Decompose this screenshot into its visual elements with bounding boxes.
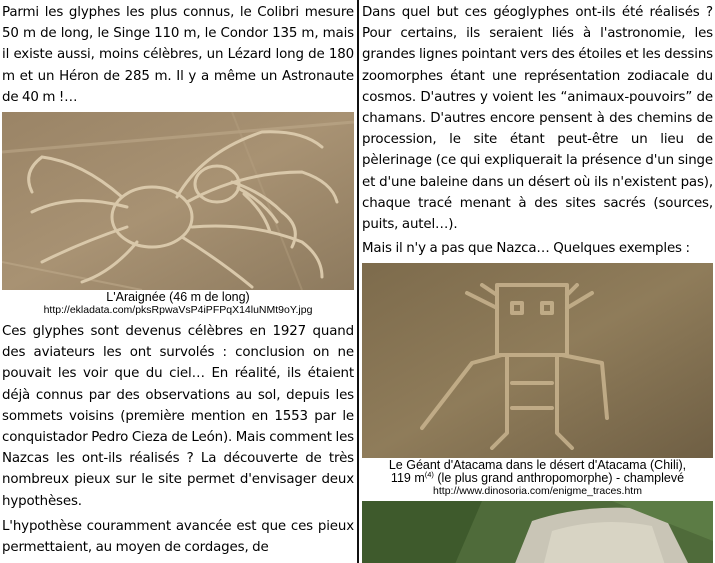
atacama-caption-line2 [362, 472, 713, 485]
left-paragraph-1: Parmi les glyphes les plus connus, le Colibri mesure 50 m de long, le Singe 110 m, le Condor 135 m, mais il existe aussi, moins célèbres, un Lézard long de 180 m et un Héron de 285 m. Il y a même un Astronaute de 40 m !… [2, 5, 354, 105]
spider-geoglyph-image [2, 112, 354, 290]
spider-geoglyph-photo [2, 112, 354, 290]
atacama-giant-photo [362, 263, 713, 458]
aerial-site-image [362, 501, 713, 563]
right-paragraph-2: Mais il n'y a pas que Nazca… Quelques exemples : [362, 241, 690, 257]
column-divider [357, 0, 359, 563]
footnote-ref: (4) [424, 470, 434, 480]
right-column [362, 0, 713, 563]
aerial-site-photo [362, 501, 713, 563]
left-paragraph-2: Ces glyphes sont devenus célèbres en 1927 quand des aviateurs les ont survolés : conclusion on ne pouvait les voir que du ciel… En réalité, ils étaient déjà connus par des observations au sol, depuis les sommets voisins (première mention en 1553 par le conquistador Pedro Cieza de León). Mais comment les Nazcas les ont-ils réalisés ? La découverte de très nombreux pieux sur le site permet d'envisager deux hypothèses. [2, 324, 354, 509]
spider-caption-title: L'Araignée (46 m de long) [106, 290, 250, 305]
atacama-caption-url: http://www.dinosoria.com/enigme_traces.htm [433, 485, 642, 498]
left-column [2, 0, 354, 558]
right-paragraph-1: Dans quel but ces géoglyphes ont-ils été réalisés ? Pour certains, ils seraient liés à l'astronomie, les grandes lignes pointant vers des étoiles et les dessins zoomorphes étant une représentation zodiacale du cosmos. D'autres y voient les “animaux-pouvoirs” de chamans. D'autres encore pensent à des chemins de procession, le site étant peut-être un lieu de pèlerinage (ce qui expliquerait la présence d'un singe et d'une baleine dans un désert où ils n'existent pas), chaque tracé menant à des sites sacrés (sources, puits, autel…). [362, 5, 713, 233]
atacama-caption [362, 459, 713, 498]
atacama-giant-image [362, 263, 713, 458]
spider-caption-url: http://ekladata.com/pksRpwaVsP4iPFPqX14luNMt9oY.jpg [43, 304, 313, 317]
left-paragraph-3: L'hypothèse couramment avancée est que ces pieux permettaient, au moyen de cordages, de [2, 518, 354, 556]
atacama-caption-desc: (le plus grand anthropomorphe) - champlevé [433, 471, 685, 486]
spider-caption [2, 291, 354, 317]
atacama-caption-line1: Le Géant d'Atacama dans le désert d'Atacama (Chili), [388, 458, 687, 473]
atacama-height: 119 m [390, 471, 425, 486]
